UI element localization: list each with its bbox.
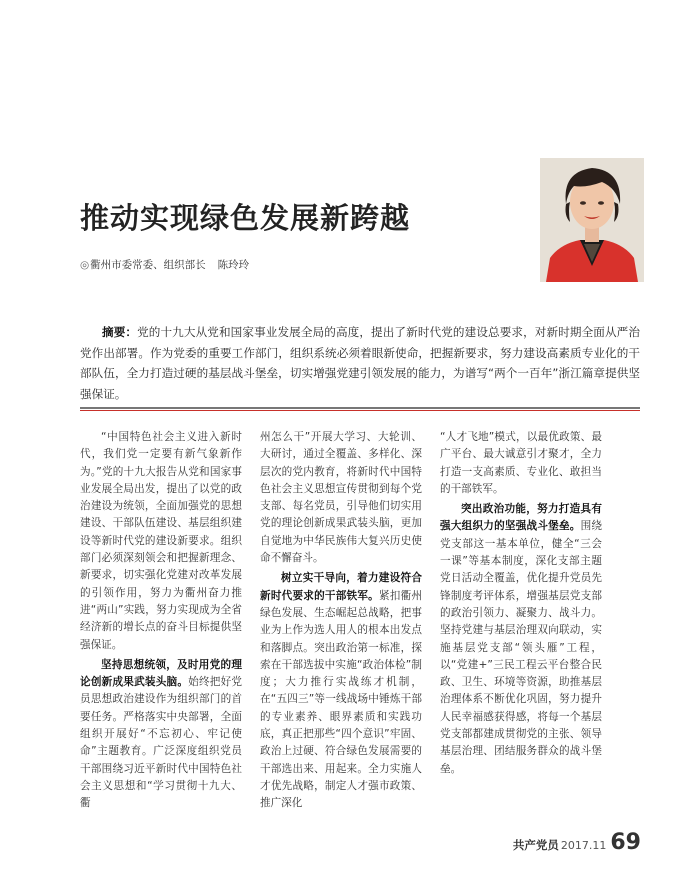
author-name: 陈玲玲 — [217, 259, 250, 271]
body-column-1 — [80, 429, 242, 813]
section-divider — [80, 407, 640, 409]
paragraph-text: 紧扣衢州绿色发展、生态崛起总战略，把事业为上作为选人用人的根本出发点和落脚点。突出政治第一标准，探索在干部选拔中实施“政治体检”制度；大力推行实战练才机制，在“五四三”等一线战场中锤炼干部的专业素养、眼界素质和实践功底，真正把那些“四个意识”牢固、政治上过硬、符合绿色发展需要的干部选出来、用起来。全力实施人才优先战略，制定人才强市政策、推广深化 — [260, 589, 423, 810]
section-heading: 突出政治功能，努力打造具有强大组织力的坚强战斗堡垒。 — [440, 503, 602, 533]
page-footer — [513, 830, 641, 855]
paragraph: “中国特色社会主义进入新时代，我们党一定要有新气象新作为。”党的十九大报告从党和国家事业发展全局出发，提出了以党的政治建设为统领，全面加强党的思想建设、干部队伍建设、基层组织建设等新时代党的建设新要求。组织部门必须深刻领会和把握新理念、新要求，切实强化党建对改革发展的引领作用，努力为衢州奋力推进“两山”实践，努力实现成为全省经济新的增长点的奋斗目标提供坚强保证。 — [80, 431, 242, 651]
section-heading: 树立实干导向，着力建设符合新时代要求的干部铁军。 — [260, 572, 422, 602]
author-photo — [540, 158, 644, 282]
byline-marker-icon: ◎ — [80, 259, 90, 271]
section-divider-accent — [80, 410, 640, 411]
paragraph-text: 围绕党支部这一基本单位，健全“三会一课”等基本制度，深化支部主题党日活动全覆盖，优化提升党员先锋制度考评体系，增强基层党支部的政治引领力、凝聚力、战斗力。坚持党建与基层治理双向联动，实施基层党支部“领头雁”工程，以“党建+”三民工程云平台整合民政、卫生、环境等资源，助推基层治理体系不断优化巩固，努力提升人民幸福感获得感，将每一个基层党支部都建成贯彻党的主张、领导基层治理、团结服务群众的战斗堡垒。 — [440, 520, 603, 775]
abstract-label: 摘要： — [102, 325, 138, 339]
paragraph-text: 始终把好党员思想政治建设作为组织部门的首要任务。严格落实中央部署，全面组织开展好“不忘初心、牢记使命”主题教育。广泛深度组织党员干部围绕习近平新时代中国特色社会主义思想和“学习贯彻十九大、衢 — [80, 676, 243, 810]
author-role: 衢州市委常委、组织部长 — [90, 259, 206, 271]
magazine-name: 共产党员 — [512, 838, 559, 852]
abstract — [80, 322, 640, 404]
issue-date: 2017.11 — [560, 839, 607, 852]
section-heading: 坚持思想统领，及时用党的理论创新成果武装头脑。 — [80, 658, 242, 689]
paragraph: “人才飞地”模式，以最优政策、最广平台、最大诚意引才聚才，全力打造一支高素质、专业化、敢担当的干部铁军。 — [440, 431, 602, 495]
page-number: 69 — [610, 830, 641, 855]
paragraph — [260, 570, 422, 812]
paragraph — [440, 501, 602, 778]
abstract-text: 党的十九大从党和国家事业发展全局的高度，提出了新时代党的建设总要求，对新时期全面从严治党作出部署。作为党委的重要工作部门，组织系统必须着眼新使命，把握新要求，努力建设高素质专业化的干部队伍，全力打造过硬的基层战斗堡垒，切实增强党建引领发展的能力，为谱写“两个一百年”浙江篇章提供坚强保证。 — [80, 325, 640, 401]
paragraph: 州怎么干”开展大学习、大轮训、大研讨，通过全覆盖、多样化、深层次的党内教育，将新时代中国特色社会主义思想宣传贯彻到每个党支部、每名党员，引导他们切实用党的理论创新成果武装头脑，更加自觉地为中华民族伟大复兴历史使命不懈奋斗。 — [260, 431, 422, 565]
article-title: 推动实现绿色发展新跨越 — [80, 201, 411, 235]
paragraph — [80, 657, 242, 813]
body-column-2 — [260, 429, 422, 813]
portrait-illustration — [540, 158, 644, 282]
body-column-3 — [440, 429, 602, 778]
byline — [80, 257, 249, 272]
